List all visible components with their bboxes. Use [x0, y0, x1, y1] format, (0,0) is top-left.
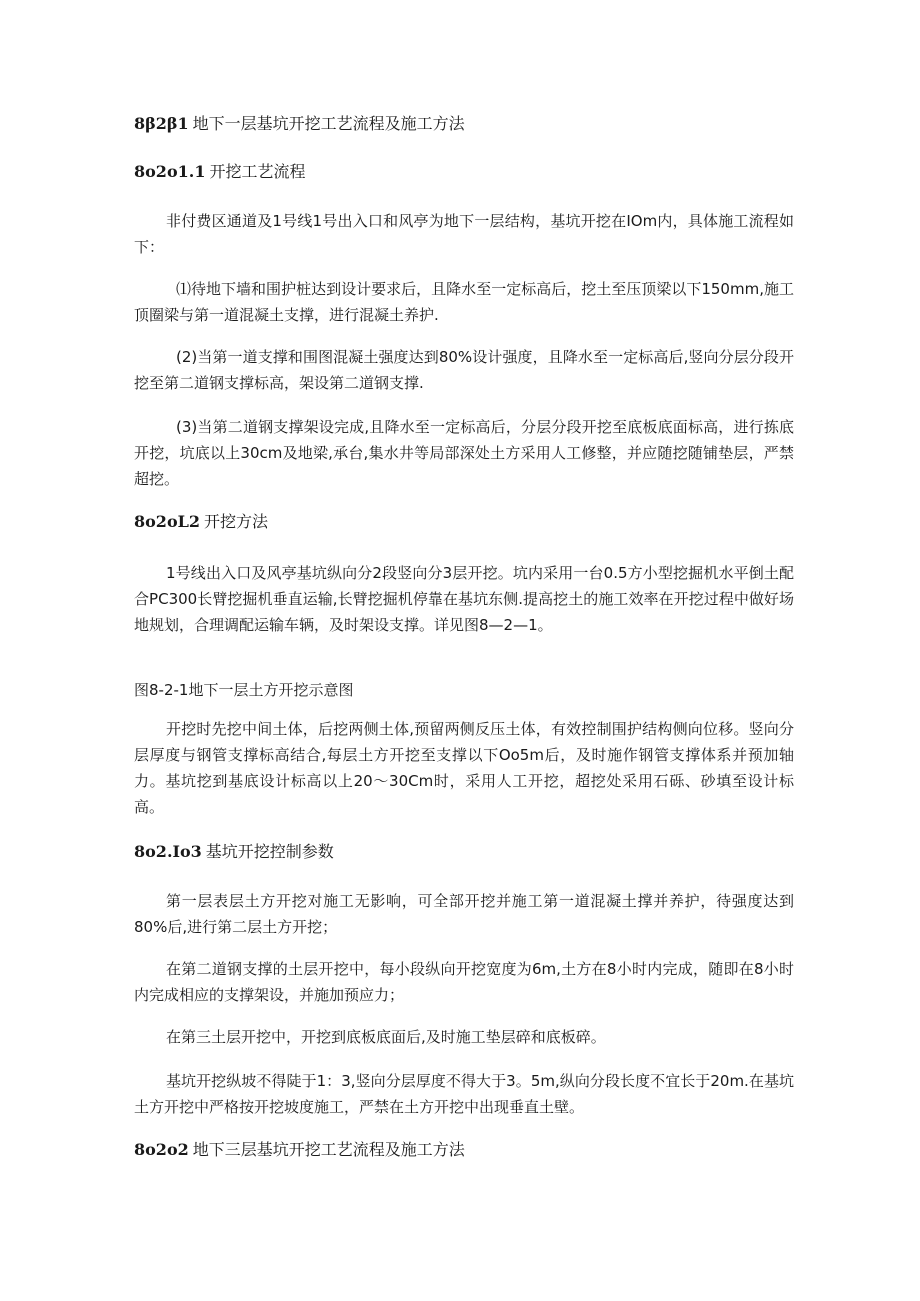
section-number: 8o2oL2 — [134, 512, 200, 531]
section-heading-8-2-1 — [134, 112, 794, 136]
paragraph-param-2: 在第二道钢支撑的土层开挖中，每小段纵向开挖宽度为6m,土方在8小时内完成，随即在8小时内完成相应的支撑架设，并施加预应力； — [134, 960, 794, 1004]
section-heading-8-2-2 — [134, 1138, 794, 1162]
section-heading-8-2-1-2 — [134, 510, 794, 534]
paragraph-step-1: ⑴待地下墙和围护桩达到设计要求后，且降水至一定标高后，挖土至压顶梁以下150mm,施工顶圈梁与第一道混凝土支撑，进行混凝土养护. — [134, 280, 794, 324]
paragraph-step-3: (3)当第二道钢支撑架设完成,且降水至一定标高后，分层分段开挖至底板底面标高，进行拣底开挖，坑底以上30cm及地梁,承台,集水井等局部深处土方采用人工修整，并应随挖随铺垫层，严禁超挖。 — [134, 418, 794, 488]
section-title: 地下一层基坑开挖工艺流程及施工方法 — [192, 114, 465, 133]
section-heading-8-2-1-3 — [134, 840, 794, 864]
paragraph-param-3: 在第三土层开挖中，开挖到底板底面后,及时施工垫层碎和底板碎。 — [166, 1028, 606, 1046]
paragraph-intro: 非付费区通道及1号线1号出入口和风亭为地下一层结构，基坑开挖在IOm内，具体施工流程如下： — [134, 212, 794, 256]
paragraph-method: 1号线出入口及风亭基坑纵向分2段竖向分3层开挖。坑内采用一台0.5方小型挖掘机水平倒土配合PC300长臂挖掘机垂直运输,长臂挖掘机停靠在基坑东侧.提高挖土的施工效率在开挖过程中做好场地规划，合理调配运输车辆，及时架设支撑。详见图8—2—1。 — [134, 564, 794, 634]
section-title: 开挖方法 — [204, 512, 269, 531]
paragraph-param-4: 基坑开挖纵坡不得陡于1：3,竖向分层厚度不得大于3。5m,纵向分段长度不宜长于20m.在基坑土方开挖中严格按开挖坡度施工，严禁在土方开挖中出现垂直土壁。 — [134, 1072, 794, 1116]
paragraph-param-1: 第一层表层土方开挖对施工无影响，可全部开挖并施工第一道混凝土撑并养护，待强度达到80%后,进行第二层土方开挖； — [134, 892, 794, 936]
section-number: 8β2β1 — [134, 114, 189, 133]
figure-caption: 图8-2-1地下一层土方开挖示意图 — [134, 681, 354, 699]
section-heading-8-2-1-1 — [134, 160, 794, 184]
section-title: 地下三层基坑开挖工艺流程及施工方法 — [192, 1140, 465, 1159]
section-number: 8o2o1.1 — [134, 162, 206, 181]
section-number: 8o2.Io3 — [134, 842, 202, 861]
paragraph-step-2: (2)当第一道支撑和围图混凝土强度达到80%设计强度，且降水至一定标高后,竖向分层分段开挖至第二道钢支撑标高，架设第二道钢支撑. — [134, 348, 794, 392]
paragraph-excavation-order: 开挖时先挖中间土体，后挖两侧土体,预留两侧反压土体，有效控制围护结构侧向位移。竖向分层厚度与钢管支撑标高结合,每层土方开挖至支撑以下Oo5m后，及时施作钢管支撑体系并预加轴力。基坑挖到基底设计标高以上20〜30Cm时，采用人工开挖，超挖处采用石砾、砂填至设计标高。 — [134, 720, 794, 816]
section-title: 开挖工艺流程 — [209, 162, 306, 181]
section-number: 8o2o2 — [134, 1140, 189, 1159]
section-title: 基坑开挖控制参数 — [205, 842, 334, 861]
